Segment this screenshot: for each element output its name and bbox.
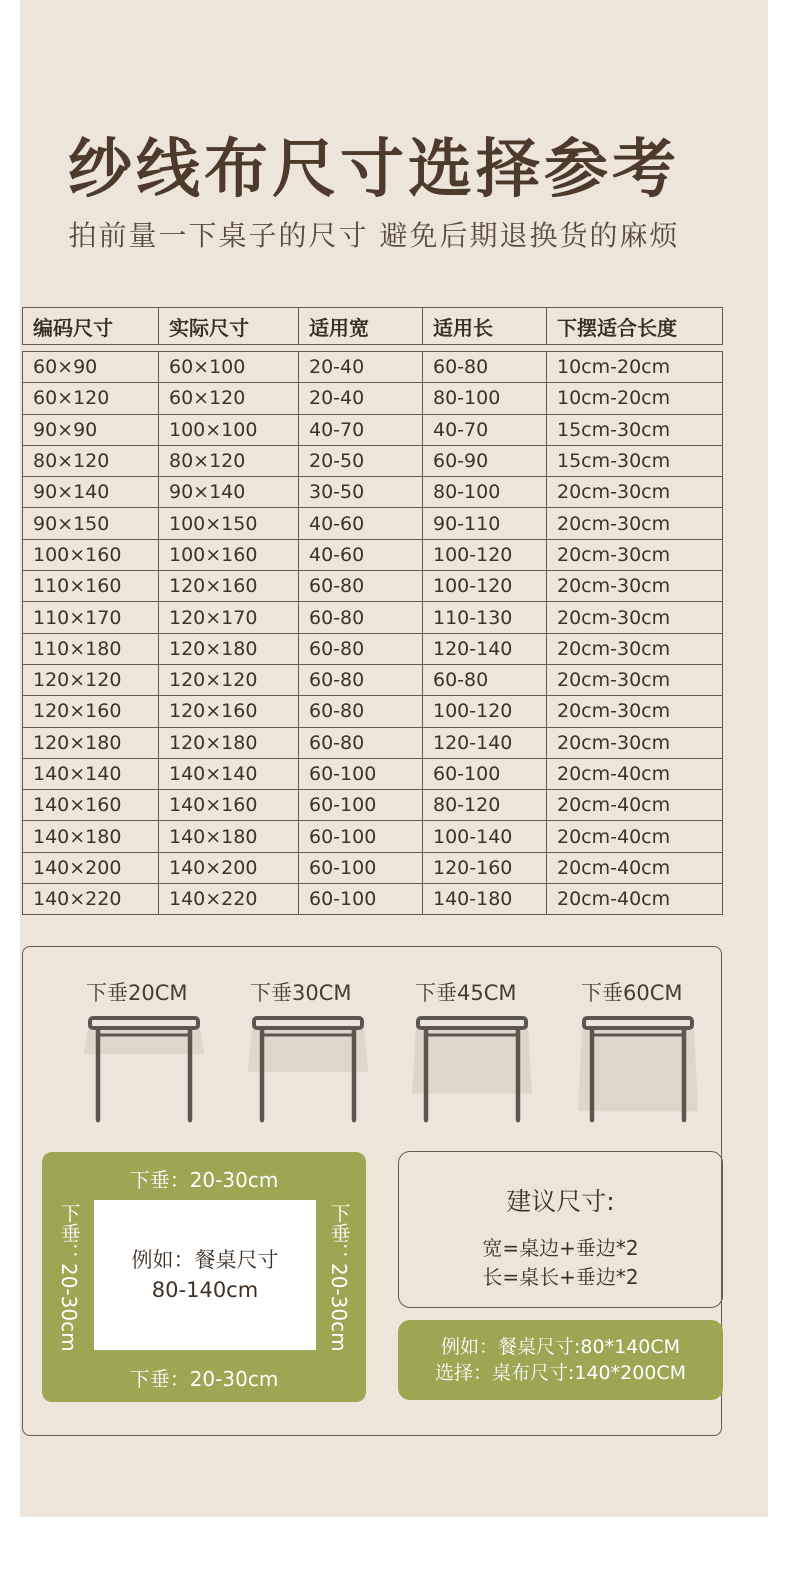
table-cell: 140×160 [23, 790, 159, 821]
table-cell: 110-130 [423, 602, 547, 633]
table-cell: 100-140 [423, 821, 547, 852]
size-table-header [22, 307, 723, 345]
table-cell: 20cm-30cm [547, 633, 723, 664]
table-cell: 120×160 [159, 696, 299, 727]
table-icon [410, 1016, 534, 1126]
header-cell: 编码尺寸 [23, 308, 159, 345]
table-cell: 100-120 [423, 696, 547, 727]
table-row [23, 602, 723, 633]
drop-right-label: 下垂：20-30cm [327, 1202, 351, 1352]
table-row [23, 852, 723, 883]
table-row [23, 414, 723, 445]
table-top-shape [90, 1018, 198, 1028]
table-cell: 90×140 [23, 477, 159, 508]
table-cell: 60-100 [299, 884, 423, 915]
table-cell: 80-120 [423, 790, 547, 821]
table-icon [82, 1016, 206, 1126]
table-cell: 40-60 [299, 508, 423, 539]
table-cell: 100-120 [423, 539, 547, 570]
table-cell: 140×140 [159, 758, 299, 789]
suggested-size-box [398, 1151, 723, 1308]
table-cell: 110×160 [23, 571, 159, 602]
table-row [23, 696, 723, 727]
table-cell: 60-100 [299, 852, 423, 883]
table-cell: 60×120 [23, 383, 159, 414]
table-top-shape [254, 1018, 362, 1028]
header-cell: 适用宽 [299, 308, 423, 345]
table-cell: 80×120 [159, 445, 299, 476]
table-row [23, 758, 723, 789]
tablecloth-diagram [42, 1152, 366, 1402]
header-cell: 实际尺寸 [159, 308, 299, 345]
table-cell: 20cm-30cm [547, 539, 723, 570]
table-cell: 60-100 [423, 758, 547, 789]
table-row [23, 539, 723, 570]
table-cell: 140-180 [423, 884, 547, 915]
table-cell: 20-50 [299, 445, 423, 476]
header-cell: 下摆适合长度 [547, 308, 723, 345]
table-cell: 60-80 [299, 571, 423, 602]
size-table [22, 351, 723, 915]
table-cell: 110×180 [23, 633, 159, 664]
table-cell: 140×200 [23, 852, 159, 883]
header-row [23, 308, 723, 345]
table-row [23, 445, 723, 476]
header-cell: 适用长 [423, 308, 547, 345]
table-cell: 120×160 [159, 571, 299, 602]
drop-label: 下垂60CM [581, 981, 683, 1005]
table-cell: 20cm-40cm [547, 852, 723, 883]
example-table-label: 例如：餐桌尺寸 [131, 1248, 279, 1272]
tablecloth-shape [84, 1026, 204, 1054]
table-top-shape [418, 1018, 526, 1028]
table-cell: 20cm-30cm [547, 477, 723, 508]
table-cell: 40-60 [299, 539, 423, 570]
table-row [23, 352, 723, 383]
table-cell: 60-100 [299, 758, 423, 789]
table-cell: 10cm-20cm [547, 383, 723, 414]
table-top-area [94, 1200, 316, 1350]
table-cell: 20-40 [299, 383, 423, 414]
table-cell: 120×120 [23, 664, 159, 695]
table-cell: 140×140 [23, 758, 159, 789]
table-cell: 100×100 [159, 414, 299, 445]
table-cell: 120×120 [159, 664, 299, 695]
table-cell: 100-120 [423, 571, 547, 602]
table-cell: 120×180 [23, 727, 159, 758]
table-row [23, 727, 723, 758]
table-cell: 40-70 [299, 414, 423, 445]
table-cell: 80×120 [23, 445, 159, 476]
table-cell: 140×160 [159, 790, 299, 821]
table-cell: 100×160 [23, 539, 159, 570]
table-icon [576, 1016, 700, 1126]
table-cell: 20cm-30cm [547, 696, 723, 727]
table-cell: 20cm-40cm [547, 790, 723, 821]
table-cell: 60-100 [299, 790, 423, 821]
table-cell: 20cm-30cm [547, 571, 723, 602]
table-cell: 15cm-30cm [547, 414, 723, 445]
table-row [23, 790, 723, 821]
drop-label: 下垂30CM [250, 981, 352, 1005]
table-cell: 60-80 [299, 633, 423, 664]
table-cell: 60-80 [423, 664, 547, 695]
table-cell: 80-100 [423, 477, 547, 508]
table-row [23, 383, 723, 414]
table-cell: 60-100 [299, 821, 423, 852]
table-row [23, 508, 723, 539]
table-cell: 20cm-40cm [547, 758, 723, 789]
table-cell: 20cm-30cm [547, 727, 723, 758]
table-cell: 120×160 [23, 696, 159, 727]
table-top-shape [584, 1018, 692, 1028]
table-cell: 20cm-30cm [547, 602, 723, 633]
table-cell: 20-40 [299, 352, 423, 383]
table-cell: 140×180 [23, 821, 159, 852]
page-subtitle: 拍前量一下桌子的尺寸 避免后期退换货的麻烦 [68, 219, 680, 252]
tablecloth-shape [578, 1026, 698, 1111]
table-cell: 120-140 [423, 727, 547, 758]
table-cell: 60-80 [299, 664, 423, 695]
table-cell: 40-70 [423, 414, 547, 445]
table-cell: 60×100 [159, 352, 299, 383]
table-cell: 100×150 [159, 508, 299, 539]
table-row [23, 477, 723, 508]
table-cell: 15cm-30cm [547, 445, 723, 476]
page-title: 纱线布尺寸选择参考 [68, 133, 680, 207]
length-formula: 长=桌长+垂边*2 [482, 1265, 639, 1289]
tablecloth-shape [248, 1026, 368, 1072]
table-cell: 140×220 [159, 884, 299, 915]
table-cell: 30-50 [299, 477, 423, 508]
example-box [398, 1320, 723, 1400]
drop-label: 下垂20CM [86, 981, 188, 1005]
drop-label: 下垂45CM [415, 981, 517, 1005]
table-cell: 60×120 [159, 383, 299, 414]
drop-top-label: 下垂：20-30cm [129, 1168, 279, 1192]
table-row [23, 571, 723, 602]
table-row [23, 821, 723, 852]
table-row [23, 664, 723, 695]
table-cell: 90×90 [23, 414, 159, 445]
width-formula: 宽=桌边+垂边*2 [482, 1236, 639, 1260]
table-row [23, 884, 723, 915]
table-cell: 140×220 [23, 884, 159, 915]
table-cell: 10cm-20cm [547, 352, 723, 383]
table-cell: 60-90 [423, 445, 547, 476]
table-cell: 120-160 [423, 852, 547, 883]
table-cell: 90-110 [423, 508, 547, 539]
drop-left-label: 下垂：20-30cm [57, 1202, 81, 1352]
table-cell: 60-80 [423, 352, 547, 383]
table-row [23, 633, 723, 664]
table-cell: 110×170 [23, 602, 159, 633]
table-cell: 20cm-40cm [547, 884, 723, 915]
table-cell: 20cm-30cm [547, 508, 723, 539]
table-cell: 60-80 [299, 696, 423, 727]
table-cell: 20cm-30cm [547, 664, 723, 695]
table-cell: 120×180 [159, 727, 299, 758]
table-icon [246, 1016, 370, 1126]
example-table-size: 80-140cm [151, 1278, 259, 1302]
table-cell: 120×180 [159, 633, 299, 664]
suggested-size-heading: 建议尺寸: [506, 1187, 615, 1216]
table-cell: 90×150 [23, 508, 159, 539]
table-cell: 120×170 [159, 602, 299, 633]
table-cell: 120-140 [423, 633, 547, 664]
table-cell: 60-80 [299, 602, 423, 633]
table-cell: 100×160 [159, 539, 299, 570]
drop-bottom-label: 下垂：20-30cm [129, 1367, 279, 1391]
table-cell: 90×140 [159, 477, 299, 508]
table-cell: 20cm-40cm [547, 821, 723, 852]
example-dining-table: 例如：餐桌尺寸:80*140CM [440, 1336, 680, 1358]
example-tablecloth: 选择：桌布尺寸:140*200CM [434, 1362, 687, 1384]
table-cell: 60-80 [299, 727, 423, 758]
table-cell: 140×180 [159, 821, 299, 852]
table-cell: 60×90 [23, 352, 159, 383]
table-cell: 80-100 [423, 383, 547, 414]
table-cell: 140×200 [159, 852, 299, 883]
